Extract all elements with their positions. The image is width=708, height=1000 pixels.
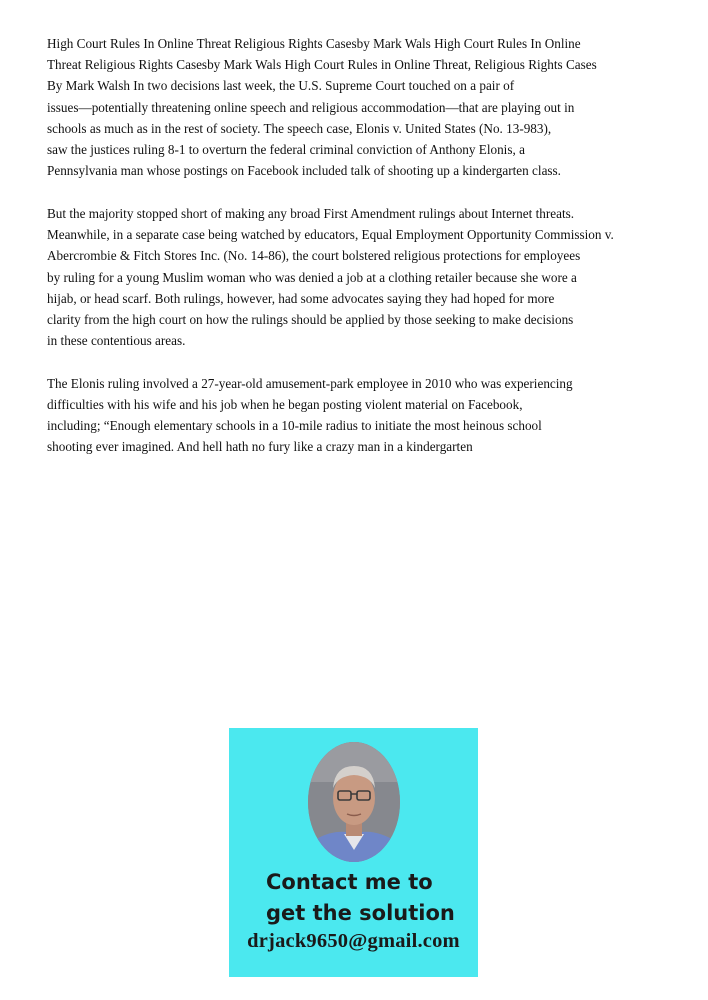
portrait-photo xyxy=(308,742,400,862)
text-line: by ruling for a young Muslim woman who was denied a job at a clothing retailer because she wore a xyxy=(47,269,577,285)
text-line: including; “Enough elementary schools in a 10-mile radius to initiate the most heinous school xyxy=(47,418,542,434)
ad-headline-line1: Contact me to xyxy=(266,870,433,894)
avatar xyxy=(308,742,400,862)
text-line: in these contentious areas. xyxy=(47,333,186,349)
contact-email[interactable]: drjack9650@gmail.com xyxy=(247,930,460,952)
text-line: By Mark Walsh In two decisions last week, the U.S. Supreme Court touched on a pair of xyxy=(47,78,515,94)
document-body xyxy=(47,33,687,479)
text-line: clarity from the high court on how the rulings should be applied by those seeking to make decisions xyxy=(47,311,574,327)
paragraph xyxy=(47,33,687,181)
text-line: The Elonis ruling involved a 27-year-old amusement-park employee in 2010 who was experiencing xyxy=(47,375,573,391)
text-line: But the majority stopped short of making any broad First Amendment rulings about Internet threats. xyxy=(47,205,575,221)
text-line: Threat Religious Rights Casesby Mark Wals High Court Rules in Online Threat, Religious Rights Cases xyxy=(47,57,597,73)
paragraph xyxy=(47,373,687,458)
text-line: difficulties with his wife and his job when he began posting violent material on Facebook, xyxy=(47,397,523,413)
text-line: hijab, or head scarf. Both rulings, however, had some advocates saying they had hoped for more xyxy=(47,290,555,306)
ad-headline xyxy=(266,867,455,929)
contact-ad-banner[interactable] xyxy=(229,728,478,977)
text-line: saw the justices ruling 8-1 to overturn the federal criminal conviction of Anthony Elonis, a xyxy=(47,142,525,158)
paragraph xyxy=(47,203,687,351)
text-line: shooting ever imagined. And hell hath no fury like a crazy man in a kindergarten xyxy=(47,439,473,455)
text-line: Abercrombie & Fitch Stores Inc. (No. 14-86), the court bolstered religious protections for employees xyxy=(47,248,581,264)
text-line: Pennsylvania man whose postings on Facebook included talk of shooting up a kindergarten class. xyxy=(47,163,561,179)
text-line: Meanwhile, in a separate case being watched by educators, Equal Employment Opportunity Commission v. xyxy=(47,227,614,243)
text-line: High Court Rules In Online Threat Religious Rights Casesby Mark Wals High Court Rules In Online xyxy=(47,36,581,51)
text-line: schools as much as in the rest of society. The speech case, Elonis v. United States (No. 13-983), xyxy=(47,120,552,136)
text-line: issues—potentially threatening online speech and religious accommodation—that are playing out in xyxy=(47,99,575,115)
ad-headline-line2: get the solution xyxy=(266,901,455,925)
